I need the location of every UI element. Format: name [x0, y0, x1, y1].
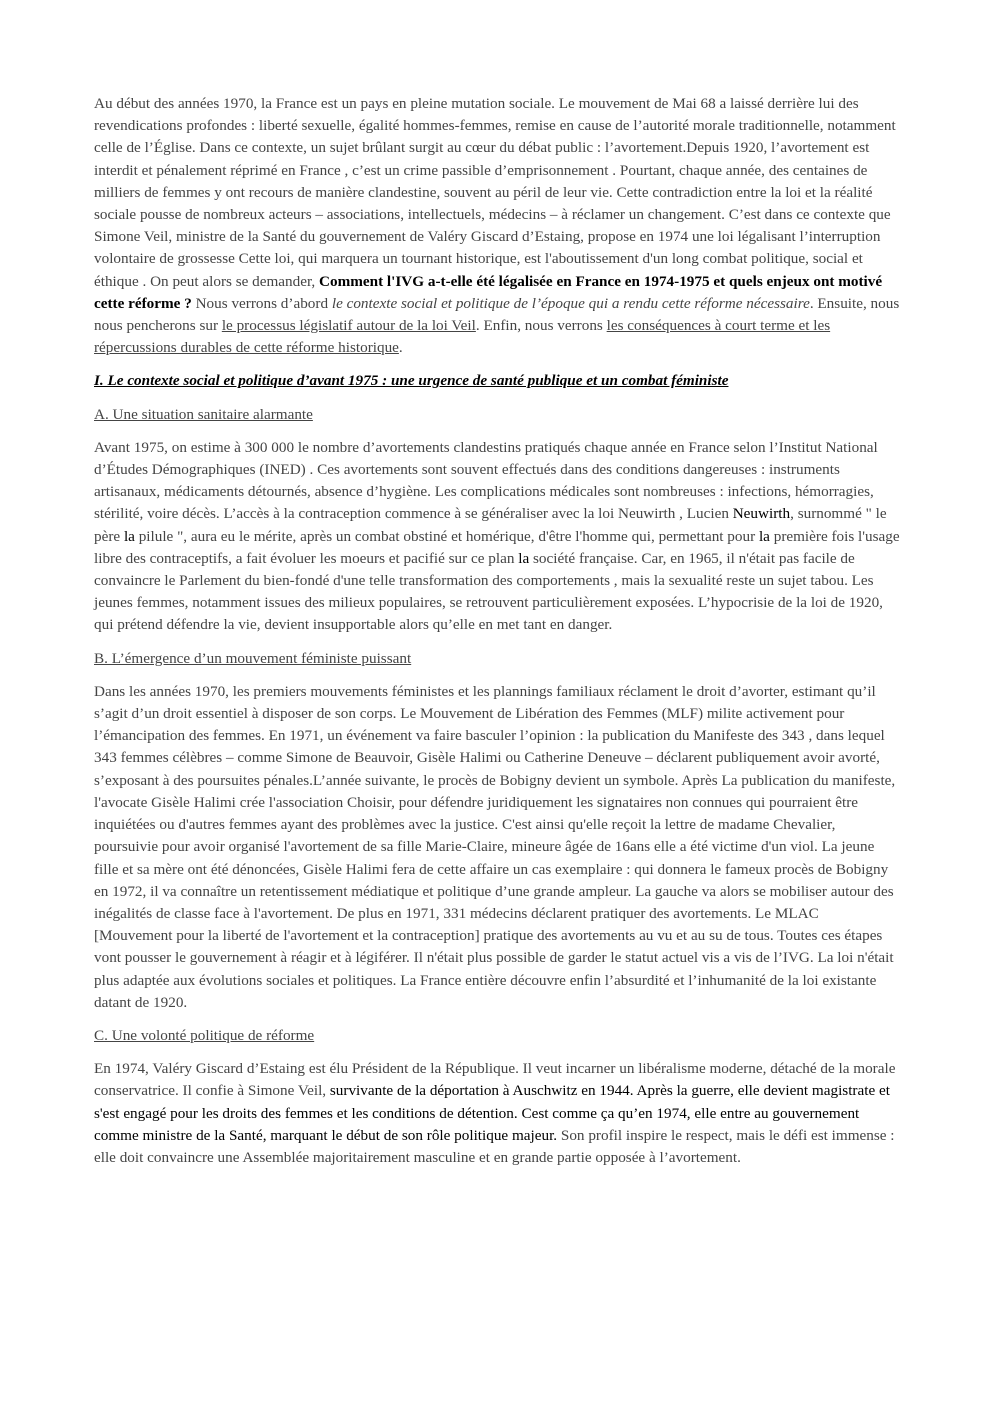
subsection-a-heading: A. Une situation sanitaire alarmante [94, 405, 313, 423]
plan-part-1: le contexte social et politique de l’époque qui a rendu cette réforme nécessaire [331, 294, 810, 312]
subsection-a-text-6: , mais la sexualité reste un sujet tabou. Les jeunes femmes, notamment issues des milieux populaires, se retrouvent particulièrement exposées. L’hypocrisie de la loi de 1920, qui prétend défendre la vie, devient insupportable alors qu’elle en met tant en danger. [94, 572, 883, 634]
intro-text-5: . [398, 339, 403, 357]
subsection-a-text-3: pilule ", aura eu le mérite, après un combat obstiné et homérique, d'être l'homme qui, permettant pour [134, 527, 759, 545]
plan-part-3: les conséquences à court terme et les répercussions durables de cette réforme historique [94, 317, 831, 357]
plan-part-2: le processus législatif autour de la loi Veil [221, 317, 476, 335]
subsection-c-text-1: En 1974, Valéry Giscard d’Estaing est élu Président de la République. Il veut incarner un libéralisme moderne, détaché de la morale conservatrice. Il confie à Simone Veil, [94, 1060, 896, 1100]
subsection-a-text-1: Avant 1975, on estime à 300 000 le nombre d’avortements clandestins pratiqués chaque année en France selon l’Institut National d’Études Démographiques (INED) . Ces avortements sont souvent effectués dans des conditions dangereuses : instruments artisanaux, médicaments détournés, absence d’hygiène. Les complications médicales sont nombreuses : infections, hémorragies, stérilité, voire décès. L’accès à la contraception commence à se généraliser avec la loi Neuwirth , Lucien [94, 438, 878, 523]
subsection-b-heading: B. L’émergence d’un mouvement féministe puissant [94, 649, 412, 667]
subsection-a-text-2: , surnommé " le père [94, 505, 887, 545]
subsection-c-text-2: survivante de la déportation à Auschwitz en 1944. Après la guerre, elle devient magistrate et s'est engagé pour les droits des femmes et les conditions de détention. Cest comme ça qu’en 1974, elle entre au gouvernement comme ministre de la Santé, marquant le début de son rôle politique majeur. [94, 1082, 890, 1144]
article-la-2: la [758, 527, 770, 545]
subsection-a-text-4: première fois l'usage libre des contraceptifs, a fait évoluer les moeurs et pacifié sur ce plan [94, 527, 900, 567]
problem-question: Comment l'IVG a-t-elle été légalisée en France en 1974-1975 et quels enjeux ont motivé cette réforme ? [94, 272, 883, 312]
article-la-3: la [518, 549, 530, 567]
intro-text-3: . Ensuite, nous nous pencherons sur [94, 294, 900, 335]
subsection-b-paragraph: Dans les années 1970, les premiers mouvements féministes et les plannings familiaux réclament le droit d’avorter, estimant qu’il s’agit d’un droit essentiel à disposer de son corps. Le Mouvement de Libération des Femmes (MLF) milite activement pour l’émancipation des femmes. En 1971, un événement va faire basculer l’opinion : la publication du Manifeste des 343 , dans lequel 343 femmes célèbres – comme Simone de Beauvoir, Gisèle Halimi ou Catherine Deneuve – déclarent publiquement avoir avorté, s’exposant à des poursuites pénales.L’année suivante, le procès de Bobigny devient un symbole. Après La publication du manifeste, l'avocate Gisèle Halimi crée l'association Choisir, pour défendre juridiquement les signataires non connues qui pourraient être inquiétées ou d'autres femmes ayant des problèmes avec la justice. C'est ainsi qu'elle reçoit la lettre de madame Chevalier, poursuivie pour avoir organisé l'avortement de sa fille Marie-Claire, mineure âgée de 16ans elle a été victime d'un viol. La jeune fille et sa mère ont été dénoncées, Gisèle Halimi fera de cette affaire un cas exemplaire : qui donnera le fameux procès de Bobigny en 1972, il va connaître un retentissement médiatique et politique d’une grande ampleur. La gauche va alors se mobiliser autour des inégalités de classe face à l'avortement. De plus en 1971, 331 médecins déclarent pratiquer des avortements. Le MLAC [Mouvement pour la liberté de l'avortement et la contraception] pratique des avortements au vu et au su de tous. Toutes ces étapes vont pousser le gouvernement à réagir et à légiférer. Il n'était plus possible de garder le statut actuel vis a vis de l’IVG. La loi n'était plus adaptée aux évolutions sociales et politiques. La France entière découvre enfin l’absurdité et l’inhumanité de la loi existante datant de 1920. [94, 682, 896, 1011]
subsection-c-text-3: Son profil inspire le respect, mais le défi est immense : elle doit convaincre une Assemblée majoritairement masculine et en grande partie opposée à l’avortement. [94, 1126, 895, 1166]
intro-paragraph [94, 93, 900, 359]
neuwirth-name: Neuwirth [732, 505, 791, 523]
subsection-a-paragraph [94, 437, 900, 637]
intro-text-4: . Enfin, nous verrons [475, 317, 607, 335]
intro-text: Au début des années 1970, la France est un pays en pleine mutation sociale. Le mouvement de Mai 68 a laissé derrière lui des revendications profondes : liberté sexuelle, égalité hommes-femmes, remise en cause de l’autorité morale traditionnelle, notamment celle de l’Église. Dans ce contexte, un sujet brûlant surgit au cœur du débat public : l’avortement.Depuis 1920, l’avortement est interdit et pénalement réprimé en France , c’est un crime passible d’emprisonnement . Pourtant, chaque année, des centaines de milliers de femmes y ont recours de manière clandestine, souvent au péril de leur vie. Cette contradiction entre la loi et la réalité sociale pousse de nombreux acteurs – associations, intellectuels, médecins – à réclamer un changement. C’est dans ce contexte que Simone Veil, ministre de la Santé du gouvernement de Valéry Giscard d’Estaing, propose en 1974 une loi légalisant l’interruption volontaire de grossesse Cette loi, qui marquera un tournant historique, est l'aboutissement d'un long combat politique, social et éthique . On peut alors se demander, [94, 95, 896, 290]
subsection-c-paragraph [94, 1058, 900, 1169]
subsection-c-heading: C. Une volonté politique de réforme [94, 1026, 315, 1044]
article-la-1: la [123, 527, 135, 545]
intro-text-2: Nous verrons d’abord [191, 294, 332, 312]
document-page [94, 93, 900, 1180]
subsection-a-text-5: société française. Car, en 1965, il n'était pas facile de convaincre le Parlement du bien-fondé d'une telle transformation des comportements [94, 549, 855, 590]
section-1-heading: I. Le contexte social et politique d’avant 1975 : une urgence de santé publique et un combat féministe [94, 372, 729, 390]
